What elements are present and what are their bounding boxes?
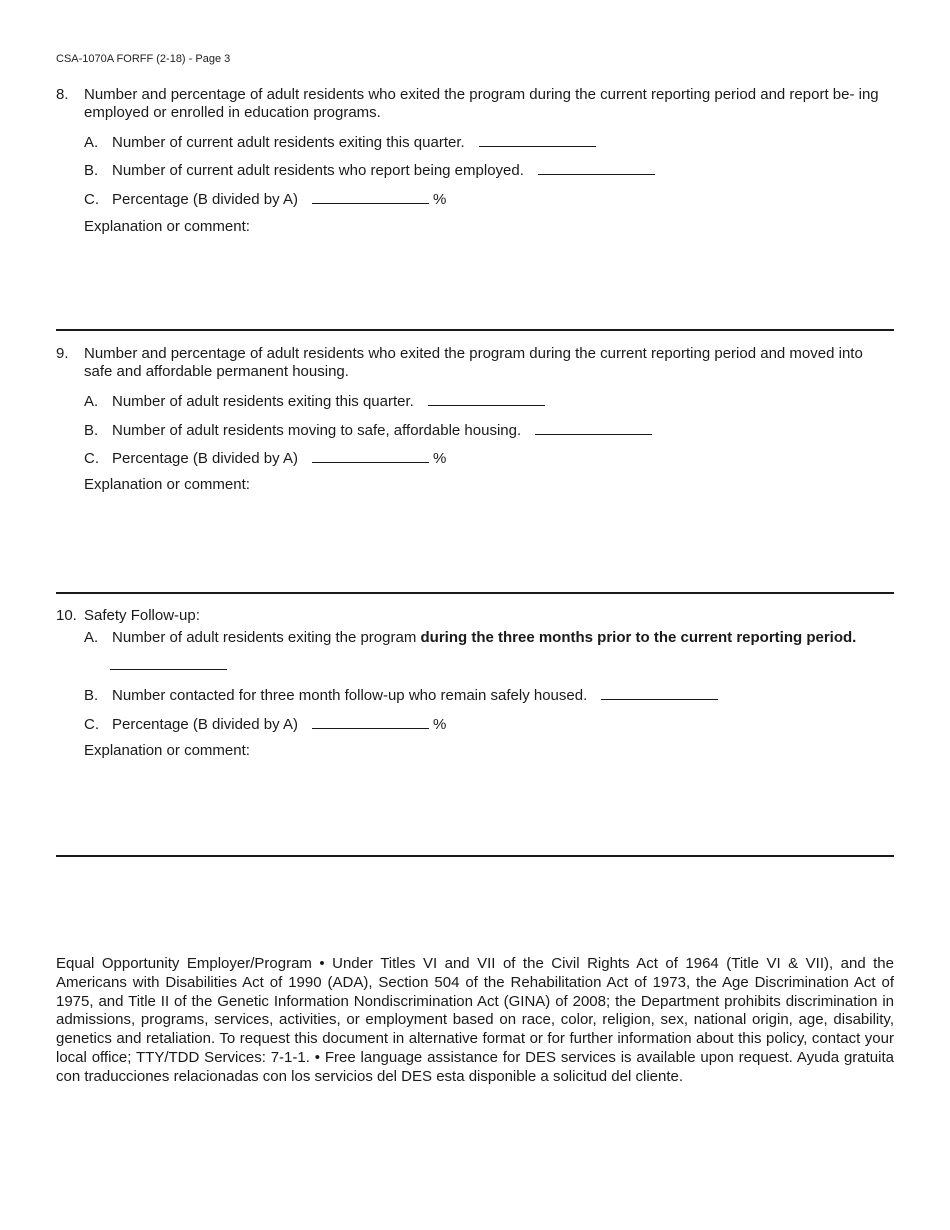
item-c bbox=[84, 448, 446, 468]
question-text: Safety Follow-up: bbox=[84, 607, 200, 624]
item-letter: B. bbox=[84, 422, 99, 439]
section-divider bbox=[56, 329, 894, 331]
section-divider bbox=[56, 855, 894, 857]
percentage-field[interactable] bbox=[312, 714, 429, 729]
item-b bbox=[84, 420, 652, 440]
item-a bbox=[84, 391, 545, 411]
item-c bbox=[84, 714, 446, 734]
item-label: Number of adult residents exiting the program bbox=[112, 629, 417, 646]
item-letter: A. bbox=[84, 629, 99, 646]
question-8 bbox=[56, 86, 894, 235]
item-letter: C. bbox=[84, 191, 99, 208]
item-b bbox=[84, 160, 655, 180]
percent-sign: % bbox=[432, 450, 447, 467]
explanation-label: Explanation or comment: bbox=[84, 742, 250, 759]
item-letter: B. bbox=[84, 162, 99, 179]
item-label: Number of adult residents moving to safe, affordable housing. bbox=[112, 422, 522, 439]
exiting-count-field[interactable] bbox=[479, 132, 596, 147]
form-header: CSA-1070A FORFF (2-18) - Page 3 bbox=[56, 53, 231, 65]
housing-count-field[interactable] bbox=[535, 420, 652, 435]
section-divider bbox=[56, 592, 894, 594]
percentage-field[interactable] bbox=[312, 448, 429, 463]
item-letter: A. bbox=[84, 393, 99, 410]
item-a-answer bbox=[96, 655, 227, 675]
item-letter: B. bbox=[84, 687, 99, 704]
question-number: 8. bbox=[56, 86, 69, 103]
question-number: 10. bbox=[56, 607, 77, 624]
percentage-field[interactable] bbox=[312, 189, 429, 204]
item-label: Number contacted for three month follow-up who remain safely housed. bbox=[112, 687, 588, 704]
item-label: Percentage (B divided by A) bbox=[112, 191, 298, 208]
question-9 bbox=[56, 345, 894, 493]
item-label: Number of adult residents exiting this quarter. bbox=[112, 393, 414, 410]
exiting-count-field[interactable] bbox=[428, 391, 545, 406]
question-text: Number and percentage of adult residents who exited the program during the current reporting period and report be- ing employed or enrolled in education programs. bbox=[84, 86, 879, 121]
item-label: Number of current adult residents who report being employed. bbox=[112, 162, 524, 179]
item-letter: A. bbox=[84, 134, 99, 151]
item-label-emphasis: during the three months prior to the current reporting period. bbox=[420, 629, 857, 646]
explanation-label: Explanation or comment: bbox=[84, 476, 250, 493]
question-text: Number and percentage of adult residents who exited the program during the current reporting period and moved into safe and affordable permanent housing. bbox=[84, 345, 863, 380]
item-a bbox=[84, 132, 596, 152]
question-number: 9. bbox=[56, 345, 69, 362]
item-a bbox=[84, 629, 856, 649]
question-10 bbox=[56, 607, 894, 759]
explanation-label: Explanation or comment: bbox=[84, 218, 250, 235]
followup-count-field[interactable] bbox=[601, 685, 718, 700]
item-label: Percentage (B divided by A) bbox=[112, 450, 298, 467]
item-letter: C. bbox=[84, 716, 99, 733]
percent-sign: % bbox=[432, 191, 447, 208]
percent-sign: % bbox=[432, 716, 447, 733]
item-b bbox=[84, 685, 718, 705]
item-label: Percentage (B divided by A) bbox=[112, 716, 298, 733]
exiting-prior-count-field[interactable] bbox=[110, 655, 227, 670]
equal-opportunity-notice: Equal Opportunity Employer/Program • Under Titles VI and VII of the Civil Rights Act of 1964 (Title VI & VII), and the Americans with Disabilities Act of 1990 (ADA), Section 504 of the Rehabilitation Act of 1973, the Age Discrimination Act of 1975, and Title II of the Genetic Information Nondiscrimination Act (GINA) of 2008; the Department prohibits discrimination in admissions, programs, services, activities, or employment based on race, color, religion, sex, national origin, age, disability, genetics and retaliation. To request this document in alternative format or for further information about this policy, contact your local office; TTY/TDD Services: 7-1-1. • Free language assistance for DES services is available upon request. Ayuda gratuita con traducciones relacionadas con los servicios del DES esta disponible a solicitud del cliente. bbox=[56, 955, 894, 1085]
item-letter: C. bbox=[84, 450, 99, 467]
item-label: Number of current adult residents exiting this quarter. bbox=[112, 134, 465, 151]
item-c bbox=[84, 189, 446, 209]
employed-count-field[interactable] bbox=[538, 160, 655, 175]
